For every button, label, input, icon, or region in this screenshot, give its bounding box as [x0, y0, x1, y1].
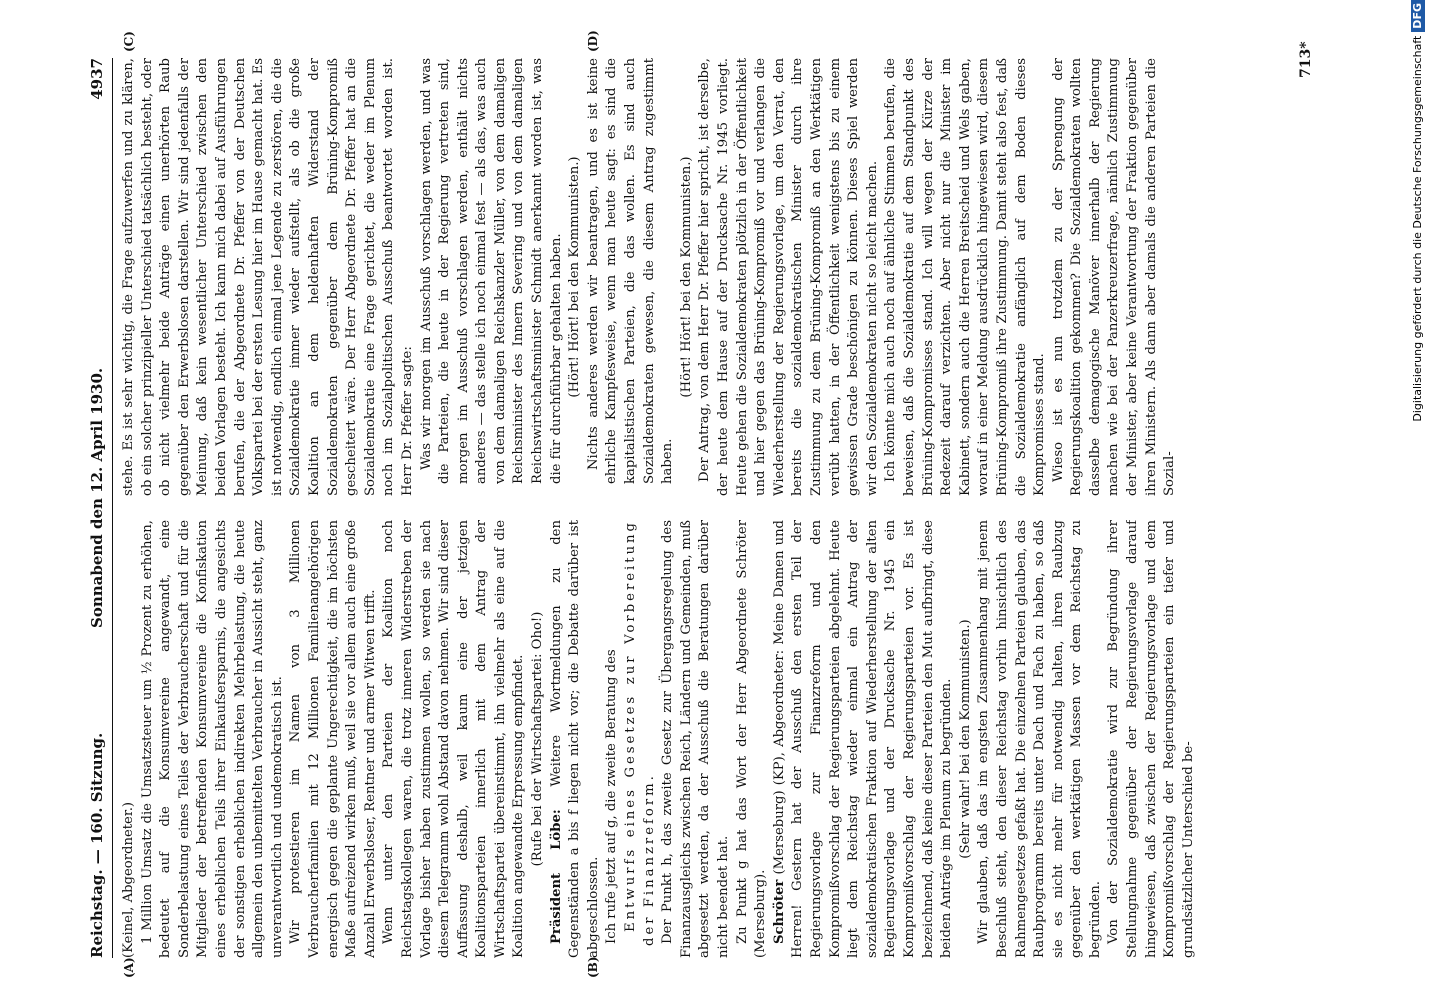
margin-marker-a: (A): [122, 957, 136, 978]
page-header: [86, 58, 113, 958]
paragraph: Wenn unter den Parteien der Koalition noch Reichstagskollegen waren, die trotz inneren Widerstreben der Vorlage bisher haben zustimmen wollen, so werden sie nach diesem Telegramm wohl Abstand davon nehmen. Wir sind dieser Auffassung deshalb, weil kaum eine der jetzigen Koalitionsparteien innerlich mit dem Antrag der Wirtschaftspartei übereinstimmt, ihn vielmehr als eine auf die Koalition angewandte Erpressung empfindet.: [381, 520, 527, 958]
header-left: Reichstag. — 160. Sitzung.: [88, 732, 106, 958]
header-date: Sonnabend den 12. April 1930.: [88, 367, 106, 628]
paragraph: Der Punkt h, das zweite Gesetz zur Übergangsregelung des Finanzausgleichs zwischen Reich, Ländern und Gemeinden, muß abgesetzt werden, da der Ausschuß die Beratungen darüber nicht beendet hat.: [660, 520, 731, 958]
interjection: (Sehr wahr! bei den Kommunisten.): [957, 619, 973, 859]
interjection: (Hört! Hört! bei den Kommunisten.): [678, 156, 694, 398]
paragraph: Wieso ist es nun trotzdem zu der Sprengung der Regierungskoalition gekommen? Die Sozialdemokraten wollten dasselbe demagogische Manöver innerhalb der Regierung machen wie bei der Panzerkreuzerfrage, nämlich Zustimmung der Minister, aber keine Verantwortung der Fraktion gegenüber ihren Ministern. Als dann aber damals die anderen Parteien die Sozial-: [1050, 58, 1178, 496]
speech-paragraph: [771, 520, 957, 958]
newspaper-page: [86, 0, 1386, 978]
speech-paragraph: [548, 520, 604, 958]
digitization-credit: [1404, 0, 1432, 1000]
margin-marker-c: (C): [122, 31, 136, 52]
dfg-logo: DFG: [1411, 0, 1425, 32]
speaker-name: Schröter: [771, 879, 787, 944]
speaker-continuation: (Keinel, Abgeordneter.): [121, 801, 136, 958]
paragraph: Der Antrag, von dem Herr Dr. Pfeffer hier spricht, ist derselbe, der heute dem Hause auf der Drucksache Nr. 1945 vorliegt. Heute gehen die Sozialdemokraten plötzlich in der Öffentlichkeit und hier gegen das Brüning-Kompromiß vor und verlangen die Wiederherstellung der Regierungsvorlage, um den Verrat, den bereits die sozialdemokratischen Minister durch ihre Zustimmung zu dem Brüning-Kompromiß an den Werktätigen verübt hatten, in der Öffentlichkeit wenigstens bis zu einem gewissen Grade beschönigen zu können. Dieses Spiel werden wir den Sozialdemokraten nicht so leicht machen.: [697, 58, 880, 496]
bill-title: Entwurfs eines Gesetzes zur Vorbereitung der Finanzreform.: [623, 520, 657, 946]
speech-text: (Merseburg) (KP), Abgeordneter: Meine Damen und Herren! Gestern hat der Ausschuß den ersten Teil der Regierungsvorlage zur Finanzreform und den Kompromißvorschlag der Regierungsparteien abgelehnt. Heute liegt dem Reichstag wieder einmal ein Antrag der sozialdemokratischen Fraktion auf Wiederherstellung der alten Regierungsvorlage und der Drucksache Nr. 1945 ein Kompromißvorschlag der Regierungsparteien vor. Es ist bezeichnend, daß keine dieser Parteien den Mut aufbringt, diese beiden Anträge im Plenum zu begründen.: [771, 520, 955, 958]
quotation: Nichts anderes werden wir beantragen, und es ist keine ehrliche Kampfesweise, wenn man heute sagt: es sind die kapitalistischen Parteien, die das wollen. Es sind auch Sozialdemokraten gewesen, die diesem Antrag zugestimmt haben.: [585, 58, 676, 484]
left-column: [120, 520, 1290, 958]
margin-marker-d: (D): [586, 30, 600, 52]
paragraph: stehe. Es ist sehr wichtig, die Frage aufzuwerfen und zu klären, ob ein solcher prinzipieller Unterschied tatsächlich besteht, oder ob nicht vielmehr beide Anträge einen unerhörten Raub gegenüber den Erwerbslosen darstellen. Wir sind jedenfalls der Meinung, daß kein wesentlicher Unterschied zwischen den beiden Vorlagen besteht. Ich kann mich dabei auf Ausführungen berufen, die der Abgeordnete Dr. Pfeffer von der Deutschen Volkspartei bei der ersten Lesung hier im Hause gemacht hat. Es ist notwendig, endlich einmal jene Legende zu zerstören, die die Sozialdemokratie immer wieder aufstellt, als ob die große Koalition an dem heldenhaften Widerstand der Sozialdemokraten gegenüber dem Brüning-Kompromiß gescheitert wäre. Der Herr Abgeordnete Dr. Pfeffer hat an die Sozialdemokratie eine Frage gerichtet, die weder im Plenum noch im Sozialpolitischen Ausschuß beantwortet worden ist. Herr Dr. Pfeffer sagte:: [121, 58, 415, 496]
credit-text: Digitalisierung gefördert durch die Deutsche Forschungsgemeinschaft: [1411, 35, 1424, 422]
paragraph: 1 Million Umsatz die Umsatzsteuer um ½ Prozent zu erhöhen, bedeutet auf die Konsumvereine angewandt, eine Sonderbelastung eines Teiles der Verbraucherschaft und für die Mitglieder der betreffenden Konsumvereine die Konfiskation eines erheblichen Teils ihrer Einkaufsersparnis, die angesichts der sonstigen erheblichen indirekten Mehrbelastung, die heute allgemein den unbemittelten Verbraucher in Aussicht steht, ganz unverantwortlich und undemokratisch ist.: [139, 520, 285, 958]
paragraph: Zu Punkt g hat das Wort der Herr Abgeordnete Schröter (Merseburg).: [734, 520, 769, 958]
paragraph: Ich könnte mich auch noch auf ähnliche Stimmen berufen, die beweisen, daß die Sozialdemokratie auf dem Standpunkt des Brüning-Kompromisses stand. Ich will wegen der Kürze der Redezeit darauf verzichten. Aber nicht nur die Minister im Kabinett, sondern auch die Herren Breitscheid und Wels gaben, worauf in einer Meldung ausdrücklich hingewiesen wird, diesem Brüning-Kompromiß ihre Zustimmung. Damit steht also fest, daß die Sozialdemokratie anfänglich auf dem Boden dieses Kompromisses stand.: [883, 58, 1048, 496]
interjection: (Rufe bei der Wirtschaftspartei: Oho!): [530, 611, 546, 867]
quotation: Was wir morgen im Ausschuß vorschlagen werden, und was die Parteien, die heute in der Regierung vertreten sind, morgen im Ausschuß vorschlagen werden, enthält nichts anderes — das stelle ich noch einmal fest — als das, was auch von dem damaligen Reichskanzler Müller, von dem damaligen Reichsminister des Innern Severing und von dem damaligen Reichswirtschaftsminister Schmidt anerkannt worden ist, was die für durchführbar gehalten haben.: [418, 58, 564, 484]
paragraph: Wir glauben, daß das im engsten Zusammenhang mit jenem Beschluß steht, den dieser Reichstag vorhin hinsichtlich des Rahmengesetzes gefaßt hat. Die einzelnen Parteien glauben, das Raubprogramm bereits unter Dach und Fach zu haben, so daß sie es nicht mehr für notwendig halten, ihren Raubzug gegenüber den werktätigen Massen vor dem Reichstag zu begründen.: [976, 520, 1103, 958]
speaker-name: Präsident Löbe:: [548, 809, 564, 944]
paragraph: Ich rufe jetzt auf g, die zweite Beratung des: [604, 649, 620, 944]
margin-marker-b: (B): [586, 956, 600, 978]
paragraph: Von der Sozialdemokratie wird zur Begründung ihrer Stellungnahme gegenüber der Regierungsvorlage darauf hingewiesen, daß zwischen der Regierungsvorlage und dem Kompromißvorschlag der Regierungsparteien ein tiefer und grundsätzlicher Unterschied be-: [1106, 520, 1196, 958]
right-column: [120, 58, 1290, 496]
paragraph: Wir protestieren im Namen von 3 Millionen Verbraucherfamilien mit 12 Millionen Familienangehörigen energisch gegen die geplante Ungerechtigkeit, die im höchsten Maße aufreizend wirken muß, weil sie vor allem auch eine große Anzahl Erwerbsloser, Rentner und armer Witwen trifft.: [288, 520, 378, 958]
interjection: (Hört! Hört! bei den Kommunisten.): [567, 156, 583, 398]
page-number: 4937: [88, 58, 106, 100]
speech-text: Weitere Wortmeldungen zu den Gegenständen a bis f liegen nicht vor; die Debatte darüber ist abgeschlossen.: [548, 520, 601, 958]
sheet-signature: 713*: [1298, 41, 1314, 78]
